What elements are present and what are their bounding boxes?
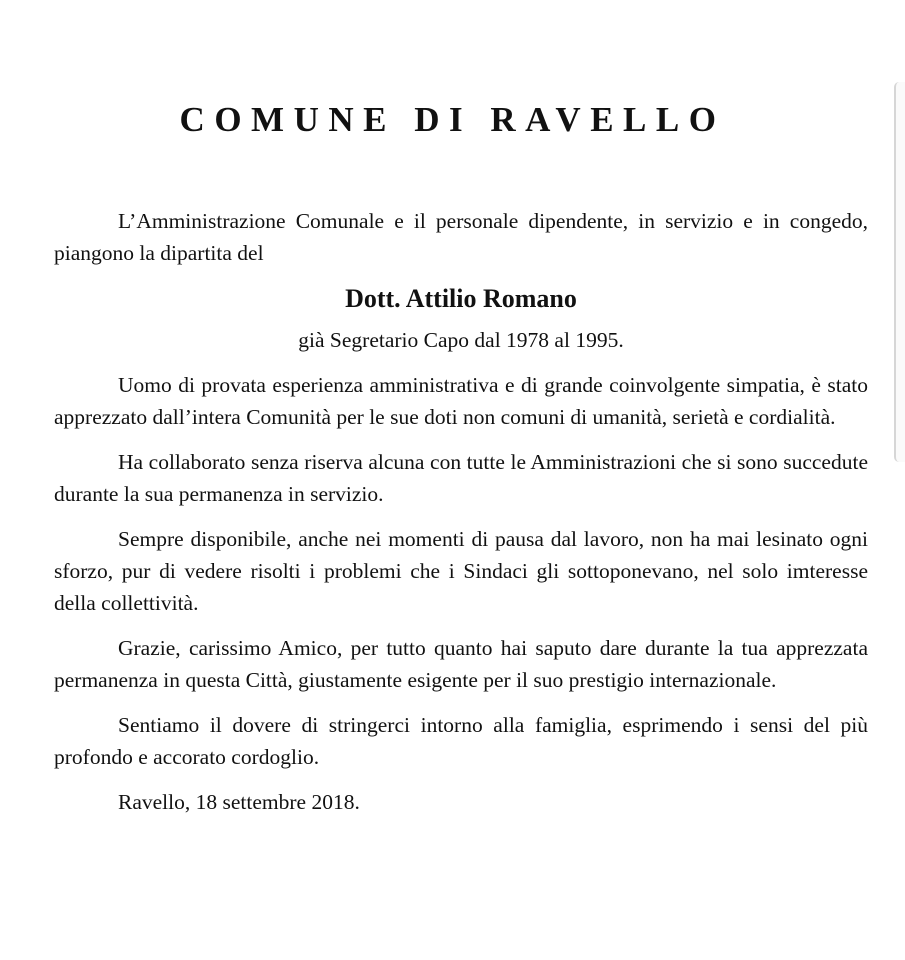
date-line: Ravello, 18 settembre 2018.	[118, 790, 360, 814]
body-paragraph: Ha collaborato senza riserva alcuna con tutte le Amministrazioni che si sono succedute durante la sua permanenza in servizio.	[54, 450, 868, 506]
body-paragraph: Sempre disponibile, anche nei momenti di pausa dal lavoro, non ha mai lesinato ogni sforzo, pur di vedere risolti i problemi che i Sindaci gli sottoponevano, nel solo imteresse della collettività.	[54, 527, 868, 615]
body-paragraph: Grazie, carissimo Amico, per tutto quanto hai saputo dare durante la tua apprezzata permanenza in questa Città, giustamente esigente per il suo prestigio internazionale.	[54, 636, 868, 692]
deceased-role: già Segretario Capo dal 1978 al 1995.	[298, 328, 624, 352]
document-heading: COMUNE DI RAVELLO	[179, 100, 726, 139]
document-body	[54, 205, 868, 831]
intro-paragraph: L’Amministrazione Comunale e il personale dipendente, in servizio e in congedo, piangono la dipartita del	[54, 209, 868, 265]
deceased-name: Dott. Attilio Romano	[345, 284, 577, 313]
body-paragraph: Sentiamo il dovere di stringerci intorno alla famiglia, esprimendo i sensi del più profondo e accorato cordoglio.	[54, 713, 868, 769]
body-paragraph: Uomo di provata esperienza amministrativa e di grande coinvolgente simpatia, è stato apprezzato dall’intera Comunità per le sue doti non comuni di umanità, serietà e cordialità.	[54, 373, 868, 429]
scrollbar[interactable]	[894, 82, 905, 462]
